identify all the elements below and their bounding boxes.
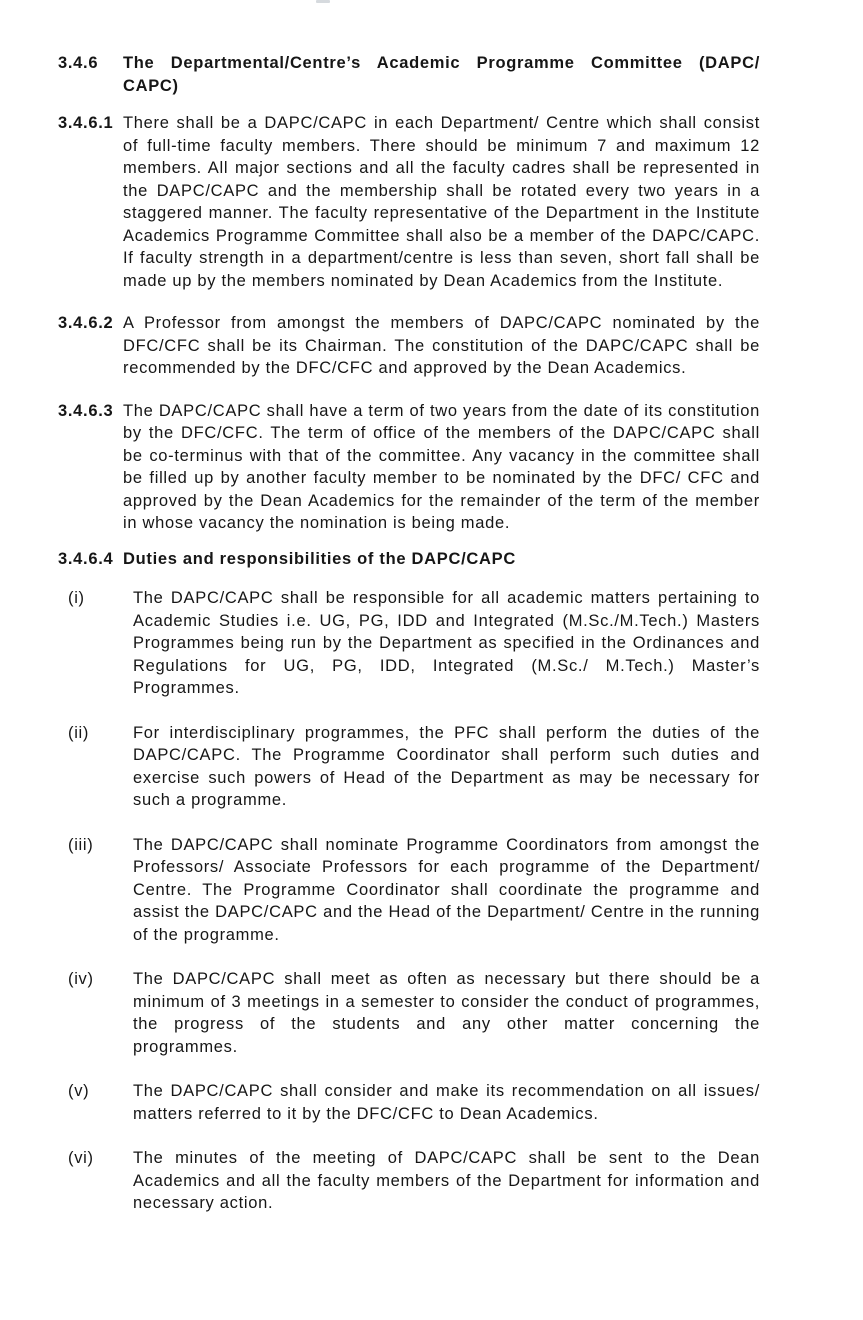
duty-item <box>68 1080 760 1125</box>
main-heading-number: 3.4.6 <box>58 54 99 72</box>
numbered-section <box>58 312 760 380</box>
section-text: Duties and responsibilities of the DAPC/CAPC <box>123 549 516 568</box>
section-number: 3.4.6.2 <box>58 314 114 332</box>
main-heading <box>58 52 760 97</box>
numbered-section <box>58 400 760 535</box>
duty-item-marker: (ii) <box>68 723 90 742</box>
duty-item-marker: (iv) <box>68 970 94 988</box>
duty-item-marker: (iii) <box>68 835 94 854</box>
duty-item-text: The minutes of the meeting of DAPC/CAPC shall be sent to the Dean Academics and all the faculty members of the Department for information and necessary action. <box>133 1149 760 1212</box>
section-text: There shall be a DAPC/CAPC in each Department/ Centre which shall consist of full-time faculty members. There should be minimum 7 and maximum 12 members. All major sections and all the faculty cadres shall be represented in the DAPC/CAPC and the membership shall be rotated every two years in a staggered manner. The faculty representative of the Department in the Institute Academics Programme Committee shall also be a member of the DAPC/CAPC. If faculty strength in a department/centre is less than seven, short fall shall be made up by the members nominated by Dean Academics from the Institute. <box>123 114 760 290</box>
duty-item-marker: (vi) <box>68 1149 94 1167</box>
section-number: 3.4.6.1 <box>58 114 114 132</box>
duty-item-text: The DAPC/CAPC shall meet as often as necessary but there should be a minimum of 3 meetings in a semester to consider the conduct of programmes, the progress of the students and any other matter concerning the programmes. <box>133 970 760 1056</box>
duties-list <box>58 587 760 1215</box>
duty-item-marker: (v) <box>68 1082 90 1100</box>
duty-item <box>68 722 760 812</box>
main-heading-title: The Departmental/Centre’s Academic Programme Committee (DAPC/ CAPC) <box>123 54 760 95</box>
scan-artifact-mark <box>316 0 330 3</box>
duty-item-text: For interdisciplinary programmes, the PFC shall perform the duties of the DAPC/CAPC. The Programme Coordinator shall perform such duties and exercise such powers of Head of the Department as may be necessary for such a programme. <box>133 723 760 809</box>
duty-item-marker: (i) <box>68 589 85 607</box>
section-text: A Professor from amongst the members of DAPC/CAPC nominated by the DFC/CFC shall be its Chairman. The constitution of the DAPC/CAPC shall be recommended by the DFC/CFC and approved by the Dean Academics. <box>123 314 760 377</box>
duty-item <box>68 968 760 1058</box>
duty-item-text: The DAPC/CAPC shall be responsible for all academic matters pertaining to Academic Studies i.e. UG, PG, IDD and Integrated (M.Sc./M.Tech.) Masters Programmes being run by the Department as specified in the Ordinances and Regulations for UG, PG, IDD, Integrated (M.Sc./ M.Tech.) Master’s Programmes. <box>133 589 760 697</box>
duty-item-text: The DAPC/CAPC shall consider and make its recommendation on all issues/ matters referred to it by the DFC/CFC to Dean Academics. <box>133 1082 760 1123</box>
numbered-sections <box>58 112 760 570</box>
section-number: 3.4.6.4 <box>58 549 114 568</box>
section-text: The DAPC/CAPC shall have a term of two years from the date of its constitution by the DFC/CFC. The term of office of the members of the DAPC/CAPC shall be co-terminus with that of the committee. Any vacancy in the committee shall be filled up by another faculty member to be nominated by the DFC/ CFC and approved by the Dean Academics for the remainder of the term of the member in whose vacancy the nomination is being made. <box>123 401 760 532</box>
numbered-section <box>58 548 760 571</box>
duty-item <box>68 1147 760 1215</box>
duty-item-text: The DAPC/CAPC shall nominate Programme Coordinators from amongst the Professors/ Associate Professors for each programme of the Department/ Centre. The Programme Coordinator shall coordinate the programme and assist the DAPC/CAPC and the Head of the Department/ Centre in the running of the programme. <box>133 835 760 944</box>
section-number: 3.4.6.3 <box>58 401 114 420</box>
numbered-section <box>58 112 760 292</box>
duty-item <box>68 587 760 700</box>
duty-item <box>68 834 760 947</box>
